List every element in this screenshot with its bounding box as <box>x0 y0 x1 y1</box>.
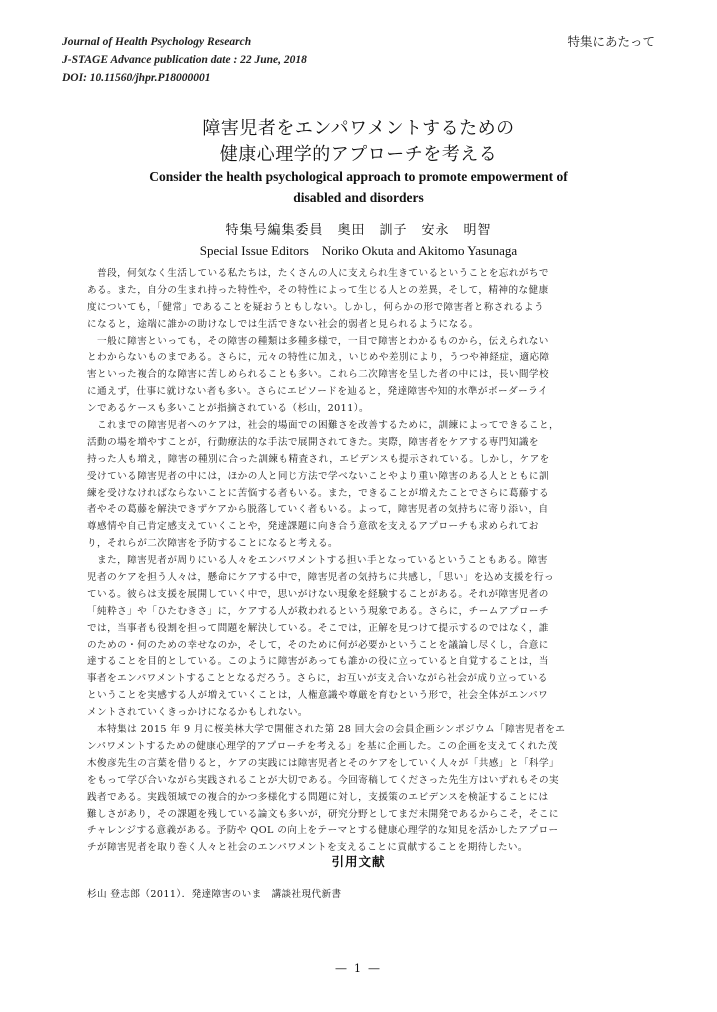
body-line: 一般に障害といっても，その障害の種類は多種多様で，一目で障害とわかるものから，伝えられない <box>87 335 549 347</box>
advance-publication-date: J-STAGE Advance publication date : 22 June, 2018 <box>62 54 307 66</box>
body-line: り，それらが二次障害を予防することになると考える。 <box>87 538 339 550</box>
body-line: 受けている障害児者の中には，ほかの人と同じ方法で学べないことやより重い障害のある人とともに訓 <box>87 470 550 482</box>
body-line: 児者のケアを担う人々は，懸命にケアする中で，障害児者の気持ちに共感し，「思い」を込め支援を行っ <box>87 572 555 584</box>
body-line: 達することを目的としている。このように障害があっても誰かの役に立っていると自覚することは，当 <box>87 656 549 668</box>
body-line: 木俊彦先生の言葉を借りると，ケアの実践には障害児者とそのケアをしていく人々が「共感」と「科学」 <box>87 757 560 769</box>
body-line: ある。また，自分の生まれ持った特性や，その特性によって生じる人との差異，そして，精神的な健康 <box>87 284 549 296</box>
title-jp-line1: 障害児者をエンパワメントするための <box>202 118 515 139</box>
journal-name: Journal of Health Psychology Research <box>62 36 252 48</box>
doi: DOI: 10.11560/jhpr.P18000001 <box>62 72 211 84</box>
body-line: チが障害児者を取り巻く人々と社会のエンパワメントを支えることに貢献することを期待したい。 <box>87 842 528 854</box>
body-line: 活動の場を増やすことが，行動療法的な手法で展開されてきた。実際，障害者をケアする専門知識を <box>87 436 539 448</box>
body-line: 害といった複合的な障害に苦しめられることも多い。これら二次障害を呈した者の中には，長い間学校 <box>87 369 550 381</box>
title-en-line1: Consider the health psychological approach to promote empowerment of <box>149 169 568 184</box>
body-line: では，当事者も役割を担って問題を解決している。そこでは，正解を見つけて提示するのではなく，誰 <box>87 622 549 634</box>
authors-en: Special Issue Editors Noriko Okuta and Akitomo Yasunaga <box>199 243 518 258</box>
body-line: 践者である。実践領域での複合的かつ多様化する問題に対し，支援策のエビデンスを検証することには <box>87 791 549 803</box>
body-line: メントされていくきっかけになるかもしれない。 <box>87 707 308 719</box>
body-line: 尊感情や自己肯定感支えていくことや，発達課題に向き合う意欲を支えるアプローチも求められてお <box>87 521 539 533</box>
body-line: 練を受けなければならないことに苦悩する者もいる。また，できることが増えたことでさらに葛藤する <box>87 487 550 499</box>
body-line: ンパワメントするための健康心理学的アプローチを考える」を基に企画した。この企画を支えてくれた茂 <box>87 740 558 752</box>
reference-item: 杉山 登志郎（2011）．発達障害のいま 講談社現代新書 <box>87 889 342 900</box>
body-line: になると，途端に誰かの助けなしでは生活できない社会的弱者と見られるようになる。 <box>87 318 479 330</box>
body-line: 本特集は 2015 年 9 月に桜美林大学で開催された第 28 回大会の会員企画シンポジウム「障害児者をエ <box>87 724 566 736</box>
body-line: ということを実感する人が増えていくことは，人権意識や尊厳を育むという形で，社会全体がエンパワ <box>87 690 549 702</box>
references-heading: 引用文献 <box>331 854 386 869</box>
body-line: ている。彼らは支援を展開していく中で，思いがけない現象を経験することがある。それが障害児者の <box>87 588 549 600</box>
body-line: とわからないものまである。さらに，元々の特性に加え，いじめや差別により，うつや神経症，適応障 <box>87 352 550 364</box>
body-line: 者やその葛藤を解決できずケアから脱落していく者もいる。よって，障害児者の気持ちに寄り添い，自 <box>87 504 549 516</box>
body-line: 度についても，「健常」であることを疑おうともしない。しかし，何らかの形で障害者と称されるよう <box>87 301 545 313</box>
body-line: のための・何のための幸せなのか，そして，そのために何が必要かということを議論し尽くし，合意に <box>87 639 549 651</box>
page-number: ― 1 ― <box>335 962 382 975</box>
body-line: をもって学び合いながら実践されることが大切である。今回寄稿してくださった先生方はいずれもその実 <box>87 774 560 786</box>
title-jp-line2: 健康心理学的アプローチを考える <box>219 144 498 165</box>
body-line: 事者をエンパワメントすることとなるだろう。さらに，お互いが支え合いながら社会が成り立っている <box>87 673 548 685</box>
body-line: チャレンジする意義がある。予防や QOL の向上をテーマとする健康心理学的な知見を活かしたアプロー <box>87 825 559 837</box>
body-line: 普段，何気なく生活している私たちは，たくさんの人に支えられ生きているということを忘れがちで <box>87 268 549 279</box>
body-line: また，障害児者が周りにいる人々をエンパワメントする担い手となっているということもある。障害 <box>87 555 548 567</box>
body-line: に通えず，仕事に就けない者も多い。さらにエピソードを辿ると，発達障害や知的水準がボーダーライ <box>87 386 548 398</box>
body-line: 持った人も増え，障害の種別に合った訓練も精査され，エビデンスも提示されている。しかし，ケアを <box>87 453 550 465</box>
journal-header <box>62 33 307 87</box>
body-line: 「純粋さ」や「ひたむきさ」に，ケアする人が救われるという現象である。さらに，チームアプローチ <box>87 605 550 617</box>
body-line: 難しさがあり，その課題を残している論文も多いが，研究分野としてまだ未開発であるからこそ，そこに <box>87 808 559 820</box>
article-body <box>87 266 632 857</box>
authors-jp: 特集号編集委員 奥田 訓子 安永 明智 <box>225 223 492 238</box>
body-line: これまでの障害児者へのケアは，社会的場面での困難さを改善するために，訓練によってできること， <box>87 420 560 432</box>
section-tag: 特集にあたって <box>567 34 655 49</box>
body-line: ンであるケースも多いことが指摘されている（杉山，2011）。 <box>87 403 370 415</box>
title-en-line2: disabled and disorders <box>293 190 424 205</box>
